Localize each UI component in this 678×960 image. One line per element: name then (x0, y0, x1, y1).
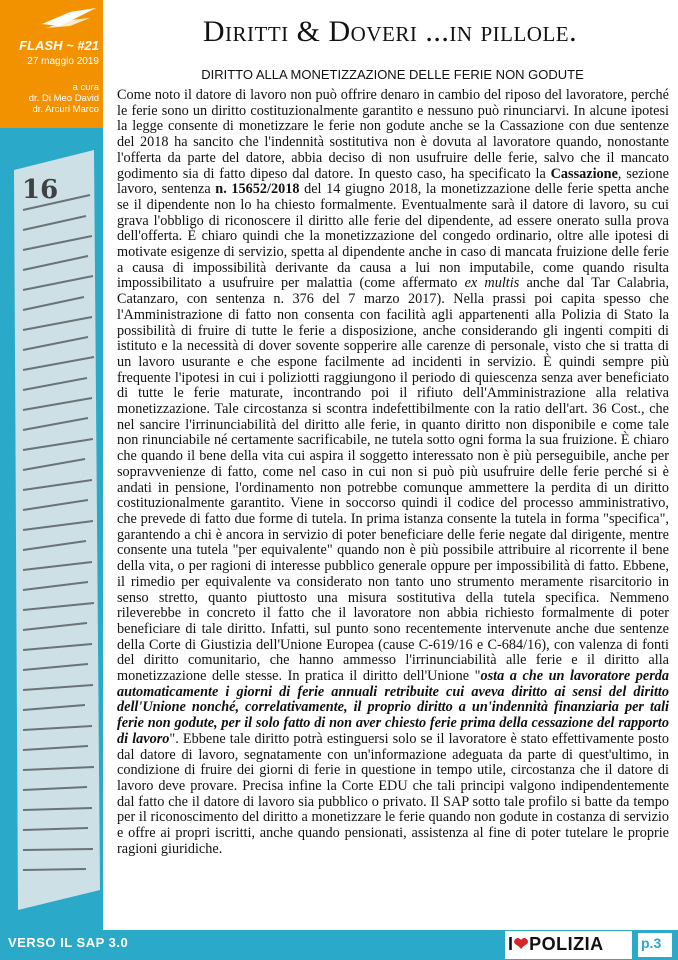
article-paragraph: Come noto il datore di lavoro non può offrire denaro in cambio del riposo del lavoratore, perché le ferie sono un diritto costituzionalmente garantito e nessuno può rinunciarvi. In alcune ipotesi la legge consente di monetizzare le ferie non godute anche se la Cassazione con due sentenze del 2018 ha sancito che l'indennità sostitutiva non è dovuta al lavoratore quando, nonostante l'offerta da parte del datore, abbia deciso di non usufruire delle ferie, salvo che il mancato godimento sia di fatto dipeso dal datore. In questo caso, ha specificato la Cassazione, sezione lavoro, sentenza n. 15652/2018 del 14 giugno 2018, la monetizzazione delle ferie spetta anche se il dipendente non lo ha chiesto formalmente. Eventualmente sarà il datore di lavoro, su cui grava l'obbligo di riconoscere il diritto alle ferie del dipendente, ad essere onerato sulla prova dell'offerta. È chiaro quindi che la monetizzazione del congedo ordinario, oltre alle ipotesi di motivate esigenze di servizio, spetta al dipendente anche in caso di mancata fruizione delle ferie a causa di impossibilità derivante da causa a lui non imputabile, come quando risulta impossibilitato a usufruire per malattia (come affermato ex multis anche dal Tar Calabria, Catanzaro, con sentenza n. 376 del 7 marzo 2017). Nella prassi poi capita spesso che l'Amministrazione di fatto non consenta con facilità agli appartenenti alla Polizia di Stato la possibilità di fruire di tutte le ferie a disposizione, anche considerando gli ingenti compiti di istituto e la necessità di dover sovente sopperire alle carenze di personale, visto che si tratta di un lavoro usurante e che espone facilmente ad incidenti in servizio. È quindi sempre più frequente l'ipotesi in cui i poliziotti raggiungono il periodo di quiescenza senza aver beneficiato di tutte le ferie maturate, incontrando poi il rifiuto dell'Amministrazione alla relativa monetizzazione. Tale circostanza si scontra indefettibilmente con la ratio dell'art. 36 Cost., che nel sancire l'irrinunciabilità del diritto alle ferie, in quanto diritto non disponibile e come tale non rinunciabile né certamente sacrificabile, ne tutela sotto ogni forma la sua fruizione. È chiaro che quando il bene della vita cui aspira il soggetto interessato non è più perseguibile, anche per sopravvenienze di fatto, come nel caso in cui non si può più usufruire delle ferie perché si è andati in pensione, l'ordinamento non potrebbe comunque ammettere la perdita di un diritto costituzionalmente garantito. Viene in soccorso quindi il codice del processo amministrativo, che prevede di fatto due forme di tutela. In prima istanza consente la tutela in forma "specifica", garantendo a chi è ancora in servizio di poter beneficiare delle ferie negate dal dirigente, mentre consente una tutela "per equivalente" quando non è più possibile attribuire al ricorrente il bene della vita, o per ragioni di interesse pubblico generale oppure per impossibilità di fatto. Ebbene, il rimedio per equivalente va considerato non tanto uno strumento meramente risarcitorio in senso stretto, quanto piuttosto una misura sostitutiva della tutela specifica. Nemmeno rileverebbe in concreto il fatto che il lavoratore non abbia richiesto formalmente di poter beneficiare di tale diritto. Infatti, sul punto sono recentemente intervenute anche due sentenze della Corte di Giustizia dell'Unione Europea (cause C-619/16 e C-684/16), con valenza di fonti del diritto comunitario, che hanno ammesso l'irrinunciabilità alle ferie e il diritto alla monetizzazione delle stesse. In pratica il diritto dell'Unione "osta a che un lavoratore perda automaticamente i giorni di ferie annuali retribuite cui aveva diritto ai sensi del diritto dell'Unione nonché, correlativamente, il proprio diritto a un'indennità finanziaria per tali ferie non godute, per il solo fatto di non aver chiesto ferie prima della cessazione del rapporto di lavoro". Ebbene tale diritto potrà estinguersi solo se il lavoratore è stato effettivamente posto dal datore di lavoro, segnatamente con un'informazione adeguata da parte di quest'ultimo, in condizione di fruire dei giorni di ferie in questione in tempo utile, circostanza che il datore di lavoro deve provare. Precisa infine la Corte EDU che tali principi valgono indipendentemente dal fatto che il datore di lavoro sia pubblico o privato. Il SAP sotto tale profilo si batte da tempo per il riconoscimento del diritto a monetizzare le ferie quando non godute in costanza di servizio e offre ai propri iscritti, anche quando pensionati, assistenza al fine di poter tutelare le proprie ragioni giuridiche. (117, 87, 670, 857)
author-name: dr. Di Meo David (28, 93, 99, 104)
italic-phrase: ex multis (464, 275, 520, 292)
eu-law-quote: osta a che un lavoratore perda automaticamente i giorni di ferie annuali retribuite cui aveva diritto ai sensi del diritto dell'Unione nonché, correlativamente, il proprio diritto a un'indennità finanziaria per tali ferie non godute, per il solo fatto di non aver chiesto ferie prima della cessazione del rapporto di lavoro (117, 668, 669, 747)
sidebar (0, 0, 103, 930)
bold-reference: n. 15652/2018 (215, 181, 300, 198)
flash-issue-title: FLASH ~ #21 (19, 38, 99, 53)
author-name: dr. Arcuri Marco (32, 104, 99, 115)
article-body (117, 88, 669, 857)
sap-logo-icon (40, 6, 98, 30)
brand-logo: I❤POLIZIA (508, 934, 604, 954)
heart-icon: ❤ (513, 934, 530, 954)
article-subtitle: DIRITTO ALLA MONETIZZAZIONE DELLE FERIE NON GODUTE (201, 67, 584, 82)
page-number: p.3 (641, 935, 662, 951)
issue-date: 27 maggio 2019 (27, 56, 99, 67)
credit-label: a cura (72, 82, 99, 93)
newspaper-background-image (8, 150, 100, 910)
footer-label: VERSO IL SAP 3.0 (8, 935, 129, 950)
svg-text:16: 16 (22, 175, 59, 205)
bold-reference: Cassazione (550, 165, 618, 182)
credits (4, 82, 99, 115)
page-title: Diritti & Doveri ...in pillole. (202, 15, 578, 48)
